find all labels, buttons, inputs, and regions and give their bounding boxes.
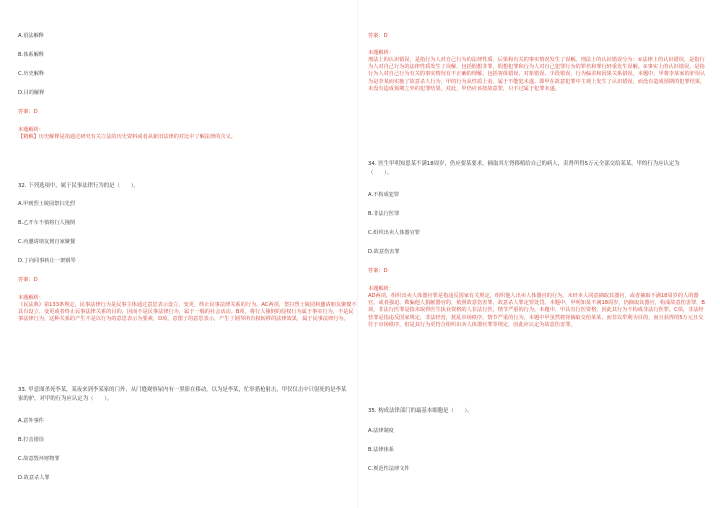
option-text: C.丙邀请朋友到自家聚餐 <box>18 239 76 245</box>
option-text: D.丁向同事转让一架钢琴 <box>18 258 76 264</box>
answer-text: 答案：D <box>368 33 388 39</box>
option-text: D.故意伤害罪 <box>368 249 400 255</box>
option-text: A.意外事件 <box>18 418 44 424</box>
option-text: B.非法行医罪 <box>368 211 400 217</box>
analysis-text: 刑法上的认识错误，是指行为人对自己行为的法律性质、后果和有关的事实情况发生了误解。刑法上的认识错误分为：①法律上的认识错误，是指行为人对自己行为的法律性质发生了误解，包括假想非罪、假想犯罪和行为人对自己犯罪行为的罪名和罪行轻重发生误解。②事实上的认识错误，是指行为人对自己行为有关的事实情况有不正确的理解。包括客体错误、对象错误、手段错误、行为偏差和因果关系错误。本题中，甲将李某家的驴误认为是李某而实施了故意杀人行为，甲的行为从性质上看，属于不能犯未遂。即甲在故意犯罪中主观上发生了认识错误，而没有造成预期的犯罪结果，未没有造成预期之外的犯罪结果，对此，甲仍应该按故意罪，只不过属于犯罪未遂。 <box>368 57 706 92</box>
option-text: A.甲到烈士陵园祭扫先烈 <box>18 201 75 207</box>
option-text: B.乙开车不慎将行人撞倒 <box>18 220 76 226</box>
analysis-title: 本题解析： <box>368 286 394 292</box>
option-text: D.目的解释 <box>18 90 45 96</box>
analysis-text: 《民法典》第133条规定，民事法律行为是民事主体通过意思表示设立、变更、终止民事法律关系的行为。AC两项，祭扫烈士陵园和邀请朋友聚餐不具有设立、变更或者终止民事法律关系的目的，因而不是民事法律行为，属于一般的社会活动。B项，将行人撞倒的侵权行为属于事实行为，不是民事法律行为，这种关系的产生不是以行为的意思表示为要素，D项，意图了的意思表示，产生了钢琴所有权转移的法律效果，属于民事法律行为。 <box>18 302 357 323</box>
analysis-text: AD两项，组织出卖人体器官罪是指违反国家有关规定，组织他人出卖人体器官的行为。未经本人同意摘取其器官，或者摘取不满18周岁的人的器官，或者强迫、欺骗他人捐献器官的，依照故意伤害罪、故意杀人罪定罪处罚。本题中，甲明知某不满18周岁，仍摘取其器官，构成故意伤害罪。B项，非法行医罪是指未取得医生执业资格的人非法行医，情节严重的行为。本题中，甲具有行医资格，因此其行为不构成非法行医罪。C项，非法经营罪是指违反国家规定，非法经营，扰乱市场秩序，情节严重的行为。本题中甲虽然将肾摘取交给某某，而非以牟利为目的，而且获得的5万元且交付于市场秩序，但是其行为更符合组织出卖人体器官罪等规定，因此应认定为故意伤害罪。 <box>368 293 705 328</box>
option-text: A.语法解释 <box>18 33 44 39</box>
option-text: C.组织出卖人体器官罪 <box>368 230 420 236</box>
analysis-title: 本题解析： <box>368 50 394 56</box>
option-text: B.法律体系 <box>368 447 394 453</box>
question-text: 35. 构成法律部门的最基本细胞是（ ）。 <box>368 408 473 414</box>
option-text: D.故意杀人罪 <box>18 475 50 481</box>
analysis-title: 本题解析： <box>18 127 44 133</box>
option-text: A.不构成犯罪 <box>368 192 400 198</box>
answer-text: 答案：D <box>368 268 388 274</box>
analysis-title: 本题解析： <box>18 295 44 301</box>
answer-text: 答案：D <box>18 277 38 283</box>
option-text: B.体系解释 <box>18 52 44 58</box>
option-text: A.法律制度 <box>368 428 394 434</box>
option-text: C.历史解释 <box>18 71 45 77</box>
analysis-text: 【精解】历史解释是指通过研究有关立法的历史资料或者从新旧法律的对比中了解法律的含义。 <box>18 134 236 140</box>
question-text: 34. 医生甲明知患某不满18周岁，仍应要某要求，摘取其左肾移植给自己的病人，卖肾所得5万元全部交给某某，甲的行为应认定为（ ）。 <box>368 161 680 176</box>
answer-text: 答案：D <box>18 109 38 115</box>
option-text: B.打击错误 <box>18 437 44 443</box>
option-text: C.规范性法律文件 <box>368 466 410 472</box>
question-text: 33. 甲意图杀死李某，某夜来到李某家的门外，从门缝观察屋内有一黑影在移动，以为是李某，忙举猎枪射击，甲仅仅击中只射死的是李某家的驴，对甲的行为应认定为（ ）。 <box>18 387 347 402</box>
question-text: 32. 下列选项中，属于民事法律行为的是（ ）。 <box>18 183 139 189</box>
option-text: C.故意毁坏财物罪 <box>18 456 60 462</box>
